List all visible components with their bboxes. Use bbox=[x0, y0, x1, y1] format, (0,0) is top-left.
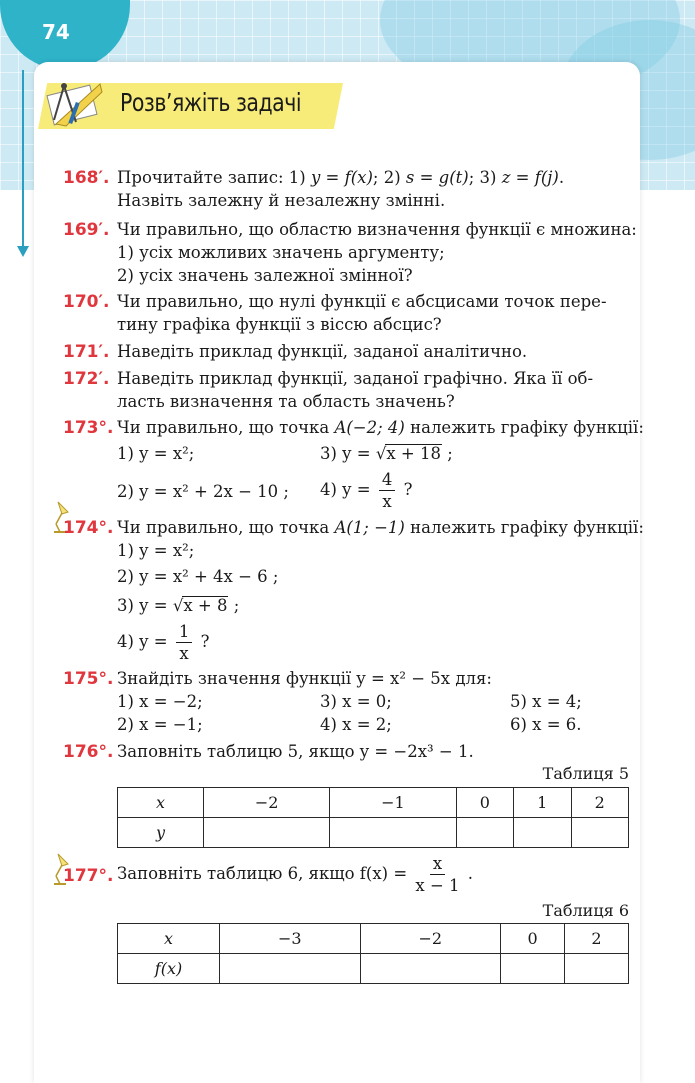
table-caption: Таблиця 6 bbox=[542, 901, 629, 920]
problem-text: Заповніть таблицю 5, якщо y = −2x³ − 1. bbox=[117, 742, 474, 761]
problem-text: Назвіть залежну й незалежну змінні. bbox=[117, 191, 446, 210]
drafting-tools-icon bbox=[42, 76, 114, 134]
table-5 bbox=[117, 787, 629, 848]
page-number: 74 bbox=[42, 20, 70, 44]
table-cell: x bbox=[118, 924, 220, 954]
table-cell bbox=[501, 954, 565, 984]
problem-text: Наведіть приклад функції, заданої графічно. Яка її об- bbox=[117, 369, 594, 388]
problem-number: 176°. bbox=[63, 742, 114, 762]
problem-text: Знайдіть значення функції y = x² − 5x для: bbox=[117, 669, 492, 688]
option: 3) y = √x + 8 ; bbox=[117, 596, 240, 615]
section-title: Розв’яжіть задачі bbox=[120, 88, 302, 117]
table-cell: y bbox=[118, 818, 204, 848]
table-cell bbox=[571, 818, 629, 848]
table-cell: 0 bbox=[501, 924, 565, 954]
table-cell: 0 bbox=[456, 788, 513, 818]
table-cell: 2 bbox=[571, 788, 629, 818]
table-caption: Таблиця 5 bbox=[542, 764, 629, 783]
problem-number: 172′. bbox=[63, 369, 110, 389]
option: 1) y = x²; bbox=[117, 444, 195, 463]
problem-number: 173°. bbox=[63, 418, 114, 438]
problem-number: 174°. bbox=[63, 518, 114, 538]
option: 3) y = √x + 18 ; bbox=[320, 444, 453, 463]
option: 4) x = 2; bbox=[320, 715, 392, 734]
table-row bbox=[118, 954, 629, 984]
option: 6) x = 6. bbox=[510, 715, 582, 734]
table-row bbox=[118, 818, 629, 848]
table-row bbox=[118, 788, 629, 818]
problem-text: 1) усіх можливих значень аргументу; bbox=[117, 243, 445, 262]
table-cell bbox=[565, 954, 629, 984]
table-row bbox=[118, 924, 629, 954]
option: 5) x = 4; bbox=[510, 692, 582, 711]
table-cell: x bbox=[118, 788, 204, 818]
table-cell bbox=[514, 818, 571, 848]
table-cell: −2 bbox=[204, 788, 330, 818]
guide-line bbox=[22, 70, 24, 250]
problem-text: тину графіка функції з віссю абсцис? bbox=[117, 315, 442, 334]
table-cell: 1 bbox=[514, 788, 571, 818]
option: 2) y = x² + 4x − 6 ; bbox=[117, 567, 279, 586]
option: 1) x = −2; bbox=[117, 692, 203, 711]
option: 4) y = $\frac{4}{x}$ ? bbox=[320, 470, 413, 511]
table-cell: −1 bbox=[330, 788, 456, 818]
problem-text: 2) усіх значень залежної змінної? bbox=[117, 266, 413, 285]
problem-number: 171′. bbox=[63, 342, 110, 362]
option: 2) y = x² + 2x − 10 ; bbox=[117, 482, 289, 501]
problem-text: Заповніть таблицю 6, якщо f(x) = $\frac{x}{x - 1}$ . bbox=[117, 854, 474, 895]
problem-number: 177°. bbox=[63, 866, 114, 886]
table-cell: 2 bbox=[565, 924, 629, 954]
problem-text: ласть визначення та область значень? bbox=[117, 392, 455, 411]
option: 2) x = −1; bbox=[117, 715, 203, 734]
table-cell: −3 bbox=[220, 924, 361, 954]
problem-text: Наведіть приклад функції, заданої аналітично. bbox=[117, 342, 528, 361]
problem-text: Чи правильно, що нулі функції є абсцисами точок пере- bbox=[117, 292, 607, 311]
table-cell: −2 bbox=[360, 924, 501, 954]
table-cell bbox=[456, 818, 513, 848]
guide-arrow-icon bbox=[17, 246, 29, 257]
table-cell bbox=[220, 954, 361, 984]
problem-text: Прочитайте запис: 1) y = f(x); 2) s = g(t); 3) z = f(j). bbox=[117, 168, 565, 187]
table-cell: f(x) bbox=[118, 954, 220, 984]
problem-text: Чи правильно, що точка A(−2; 4) належить графіку функції: bbox=[117, 418, 644, 437]
problem-text: Чи правильно, що областю визначення функції є множина: bbox=[117, 220, 637, 239]
problem-number: 170′. bbox=[63, 292, 110, 312]
table-cell bbox=[360, 954, 501, 984]
table-cell bbox=[330, 818, 456, 848]
problem-text: Чи правильно, що точка A(1; −1) належить графіку функції: bbox=[117, 518, 644, 537]
problem-number: 169′. bbox=[63, 220, 110, 240]
option: 3) x = 0; bbox=[320, 692, 392, 711]
problem-number: 175°. bbox=[63, 669, 114, 689]
problem-number: 168′. bbox=[63, 168, 110, 188]
table-6 bbox=[117, 923, 629, 984]
option: 1) y = x²; bbox=[117, 541, 195, 560]
option: 4) y = $\frac{1}{x}$ ? bbox=[117, 622, 210, 663]
table-cell bbox=[204, 818, 330, 848]
